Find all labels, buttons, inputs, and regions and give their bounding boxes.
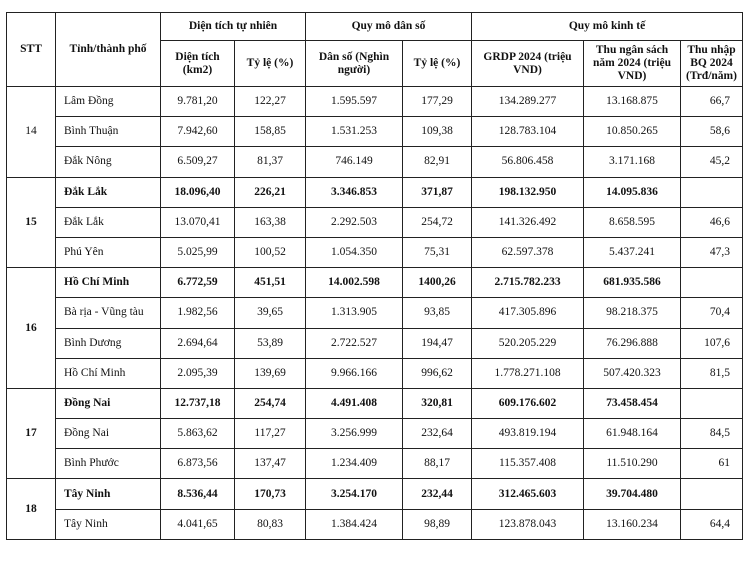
header-area-ratio: Tỷ lệ (%): [235, 41, 306, 87]
cell-income: 64,4: [681, 509, 743, 539]
cell-area: 8.536,44: [161, 479, 235, 509]
cell-population: 4.491.408: [306, 388, 403, 418]
cell-population-ratio: 320,81: [403, 388, 472, 418]
cell-area: 5.025,99: [161, 237, 235, 267]
cell-population-ratio: 98,89: [403, 509, 472, 539]
cell-population: 1.595.597: [306, 87, 403, 117]
cell-population-ratio: 1400,26: [403, 268, 472, 298]
header-population: Dân số (Nghìn người): [306, 41, 403, 87]
cell-budget: 507.420.323: [584, 358, 681, 388]
cell-area-ratio: 100,52: [235, 237, 306, 267]
cell-area-ratio: 226,21: [235, 177, 306, 207]
cell-budget: 73.458.454: [584, 388, 681, 418]
cell-area-ratio: 80,83: [235, 509, 306, 539]
cell-population-ratio: 75,31: [403, 237, 472, 267]
cell-grdp: 1.778.271.108: [472, 358, 584, 388]
cell-population: 746.149: [306, 147, 403, 177]
table-row: [7, 479, 743, 509]
cell-income: [681, 479, 743, 509]
cell-grdp: 312.465.603: [472, 479, 584, 509]
cell-population-ratio: 109,38: [403, 117, 472, 147]
cell-area-ratio: 451,51: [235, 268, 306, 298]
cell-province-name: Đắk Lắk: [56, 207, 161, 237]
cell-area: 12.737,18: [161, 388, 235, 418]
cell-area: 7.942,60: [161, 117, 235, 147]
cell-grdp: 62.597.378: [472, 237, 584, 267]
cell-income: 107,6: [681, 328, 743, 358]
cell-province-name: Phú Yên: [56, 237, 161, 267]
cell-budget: 39.704.480: [584, 479, 681, 509]
header-province: Tỉnh/thành phố: [56, 13, 161, 87]
cell-area-ratio: 122,27: [235, 87, 306, 117]
cell-population: 14.002.598: [306, 268, 403, 298]
cell-budget: 8.658.595: [584, 207, 681, 237]
table-row: [7, 298, 743, 328]
cell-province-name: Đắk Lắk: [56, 177, 161, 207]
cell-population-ratio: 254,72: [403, 207, 472, 237]
cell-population: 2.292.503: [306, 207, 403, 237]
cell-population-ratio: 93,85: [403, 298, 472, 328]
cell-population: 1.384.424: [306, 509, 403, 539]
cell-budget: 5.437.241: [584, 237, 681, 267]
cell-income: 61: [681, 449, 743, 479]
cell-stt: 16: [7, 268, 56, 389]
cell-budget: 3.171.168: [584, 147, 681, 177]
table-row: [7, 117, 743, 147]
cell-area-ratio: 170,73: [235, 479, 306, 509]
cell-population-ratio: 82,91: [403, 147, 472, 177]
cell-area: 6.509,27: [161, 147, 235, 177]
cell-area-ratio: 53,89: [235, 328, 306, 358]
cell-area: 9.781,20: [161, 87, 235, 117]
cell-area: 5.863,62: [161, 419, 235, 449]
cell-income: 45,2: [681, 147, 743, 177]
cell-population: 1.234.409: [306, 449, 403, 479]
cell-province-name: Đồng Nai: [56, 419, 161, 449]
cell-population: 3.256.999: [306, 419, 403, 449]
cell-budget: 13.160.234: [584, 509, 681, 539]
cell-area-ratio: 139,69: [235, 358, 306, 388]
cell-population: 1.531.253: [306, 117, 403, 147]
cell-province-name: Bà rịa - Vũng tàu: [56, 298, 161, 328]
province-statistics-table: [6, 12, 743, 540]
cell-income: [681, 388, 743, 418]
cell-income: 47,3: [681, 237, 743, 267]
cell-income: 46,6: [681, 207, 743, 237]
cell-budget: 14.095.836: [584, 177, 681, 207]
table-row: [7, 328, 743, 358]
cell-grdp: 520.205.229: [472, 328, 584, 358]
cell-province-name: Đắk Nông: [56, 147, 161, 177]
cell-population: 1.054.350: [306, 237, 403, 267]
cell-area: 4.041,65: [161, 509, 235, 539]
cell-population-ratio: 232,44: [403, 479, 472, 509]
cell-population-ratio: 194,47: [403, 328, 472, 358]
cell-income: 84,5: [681, 419, 743, 449]
cell-budget: 61.948.164: [584, 419, 681, 449]
table-row: [7, 87, 743, 117]
cell-population: 3.254.170: [306, 479, 403, 509]
table-row: [7, 509, 743, 539]
header-area: Diện tích (km2): [161, 41, 235, 87]
cell-province-name: Bình Thuận: [56, 117, 161, 147]
header-population-ratio: Tỷ lệ (%): [403, 41, 472, 87]
header-population-group: Quy mô dân số: [306, 13, 472, 41]
table-row: [7, 449, 743, 479]
cell-income: 81,5: [681, 358, 743, 388]
cell-budget: 76.296.888: [584, 328, 681, 358]
table-row: [7, 237, 743, 267]
cell-income: 66,7: [681, 87, 743, 117]
cell-province-name: Bình Dương: [56, 328, 161, 358]
table-row: [7, 147, 743, 177]
cell-grdp: 609.176.602: [472, 388, 584, 418]
cell-population-ratio: 177,29: [403, 87, 472, 117]
cell-population-ratio: 88,17: [403, 449, 472, 479]
cell-budget: 11.510.290: [584, 449, 681, 479]
cell-area-ratio: 39,65: [235, 298, 306, 328]
header-economy-group: Quy mô kinh tế: [472, 13, 743, 41]
cell-population-ratio: 996,62: [403, 358, 472, 388]
cell-population: 3.346.853: [306, 177, 403, 207]
cell-budget: 13.168.875: [584, 87, 681, 117]
table-row: [7, 268, 743, 298]
table-row: [7, 388, 743, 418]
cell-population: 1.313.905: [306, 298, 403, 328]
cell-income: 70,4: [681, 298, 743, 328]
header-stt: STT: [7, 13, 56, 87]
cell-province-name: Bình Phước: [56, 449, 161, 479]
cell-stt: 14: [7, 87, 56, 178]
cell-province-name: Hồ Chí Minh: [56, 358, 161, 388]
cell-grdp: 134.289.277: [472, 87, 584, 117]
cell-stt: 18: [7, 479, 56, 539]
header-budget: Thu ngân sách năm 2024 (triệu VND): [584, 41, 681, 87]
cell-area-ratio: 81,37: [235, 147, 306, 177]
header-grdp: GRDP 2024 (triệu VND): [472, 41, 584, 87]
cell-budget: 681.935.586: [584, 268, 681, 298]
cell-area-ratio: 117,27: [235, 419, 306, 449]
cell-stt: 15: [7, 177, 56, 268]
cell-grdp: 198.132.950: [472, 177, 584, 207]
cell-province-name: Hồ Chí Minh: [56, 268, 161, 298]
cell-grdp: 115.357.408: [472, 449, 584, 479]
cell-population: 9.966.166: [306, 358, 403, 388]
table-row: [7, 419, 743, 449]
cell-area-ratio: 254,74: [235, 388, 306, 418]
cell-area: 6.772,59: [161, 268, 235, 298]
cell-budget: 98.218.375: [584, 298, 681, 328]
cell-area-ratio: 137,47: [235, 449, 306, 479]
cell-area-ratio: 163,38: [235, 207, 306, 237]
table-row: [7, 207, 743, 237]
cell-grdp: 2.715.782.233: [472, 268, 584, 298]
cell-area: 2.095,39: [161, 358, 235, 388]
cell-area: 18.096,40: [161, 177, 235, 207]
header-income: Thu nhập BQ 2024 (Trđ/năm): [681, 41, 743, 87]
cell-grdp: 56.806.458: [472, 147, 584, 177]
cell-population: 2.722.527: [306, 328, 403, 358]
table-row: [7, 358, 743, 388]
cell-grdp: 493.819.194: [472, 419, 584, 449]
cell-area: 1.982,56: [161, 298, 235, 328]
cell-area-ratio: 158,85: [235, 117, 306, 147]
cell-area: 2.694,64: [161, 328, 235, 358]
cell-population-ratio: 371,87: [403, 177, 472, 207]
table-header: [7, 13, 743, 87]
cell-grdp: 141.326.492: [472, 207, 584, 237]
cell-income: 58,6: [681, 117, 743, 147]
table-row: [7, 177, 743, 207]
cell-area: 6.873,56: [161, 449, 235, 479]
cell-income: [681, 177, 743, 207]
cell-budget: 10.850.265: [584, 117, 681, 147]
cell-area: 13.070,41: [161, 207, 235, 237]
cell-grdp: 417.305.896: [472, 298, 584, 328]
cell-income: [681, 268, 743, 298]
cell-stt: 17: [7, 388, 56, 479]
cell-province-name: Tây Ninh: [56, 479, 161, 509]
table-body: [7, 87, 743, 540]
data-table-container: [6, 12, 742, 540]
cell-province-name: Lâm Đồng: [56, 87, 161, 117]
cell-population-ratio: 232,64: [403, 419, 472, 449]
cell-grdp: 123.878.043: [472, 509, 584, 539]
header-area-group: Diện tích tự nhiên: [161, 13, 306, 41]
cell-province-name: Tây Ninh: [56, 509, 161, 539]
cell-province-name: Đồng Nai: [56, 388, 161, 418]
cell-grdp: 128.783.104: [472, 117, 584, 147]
